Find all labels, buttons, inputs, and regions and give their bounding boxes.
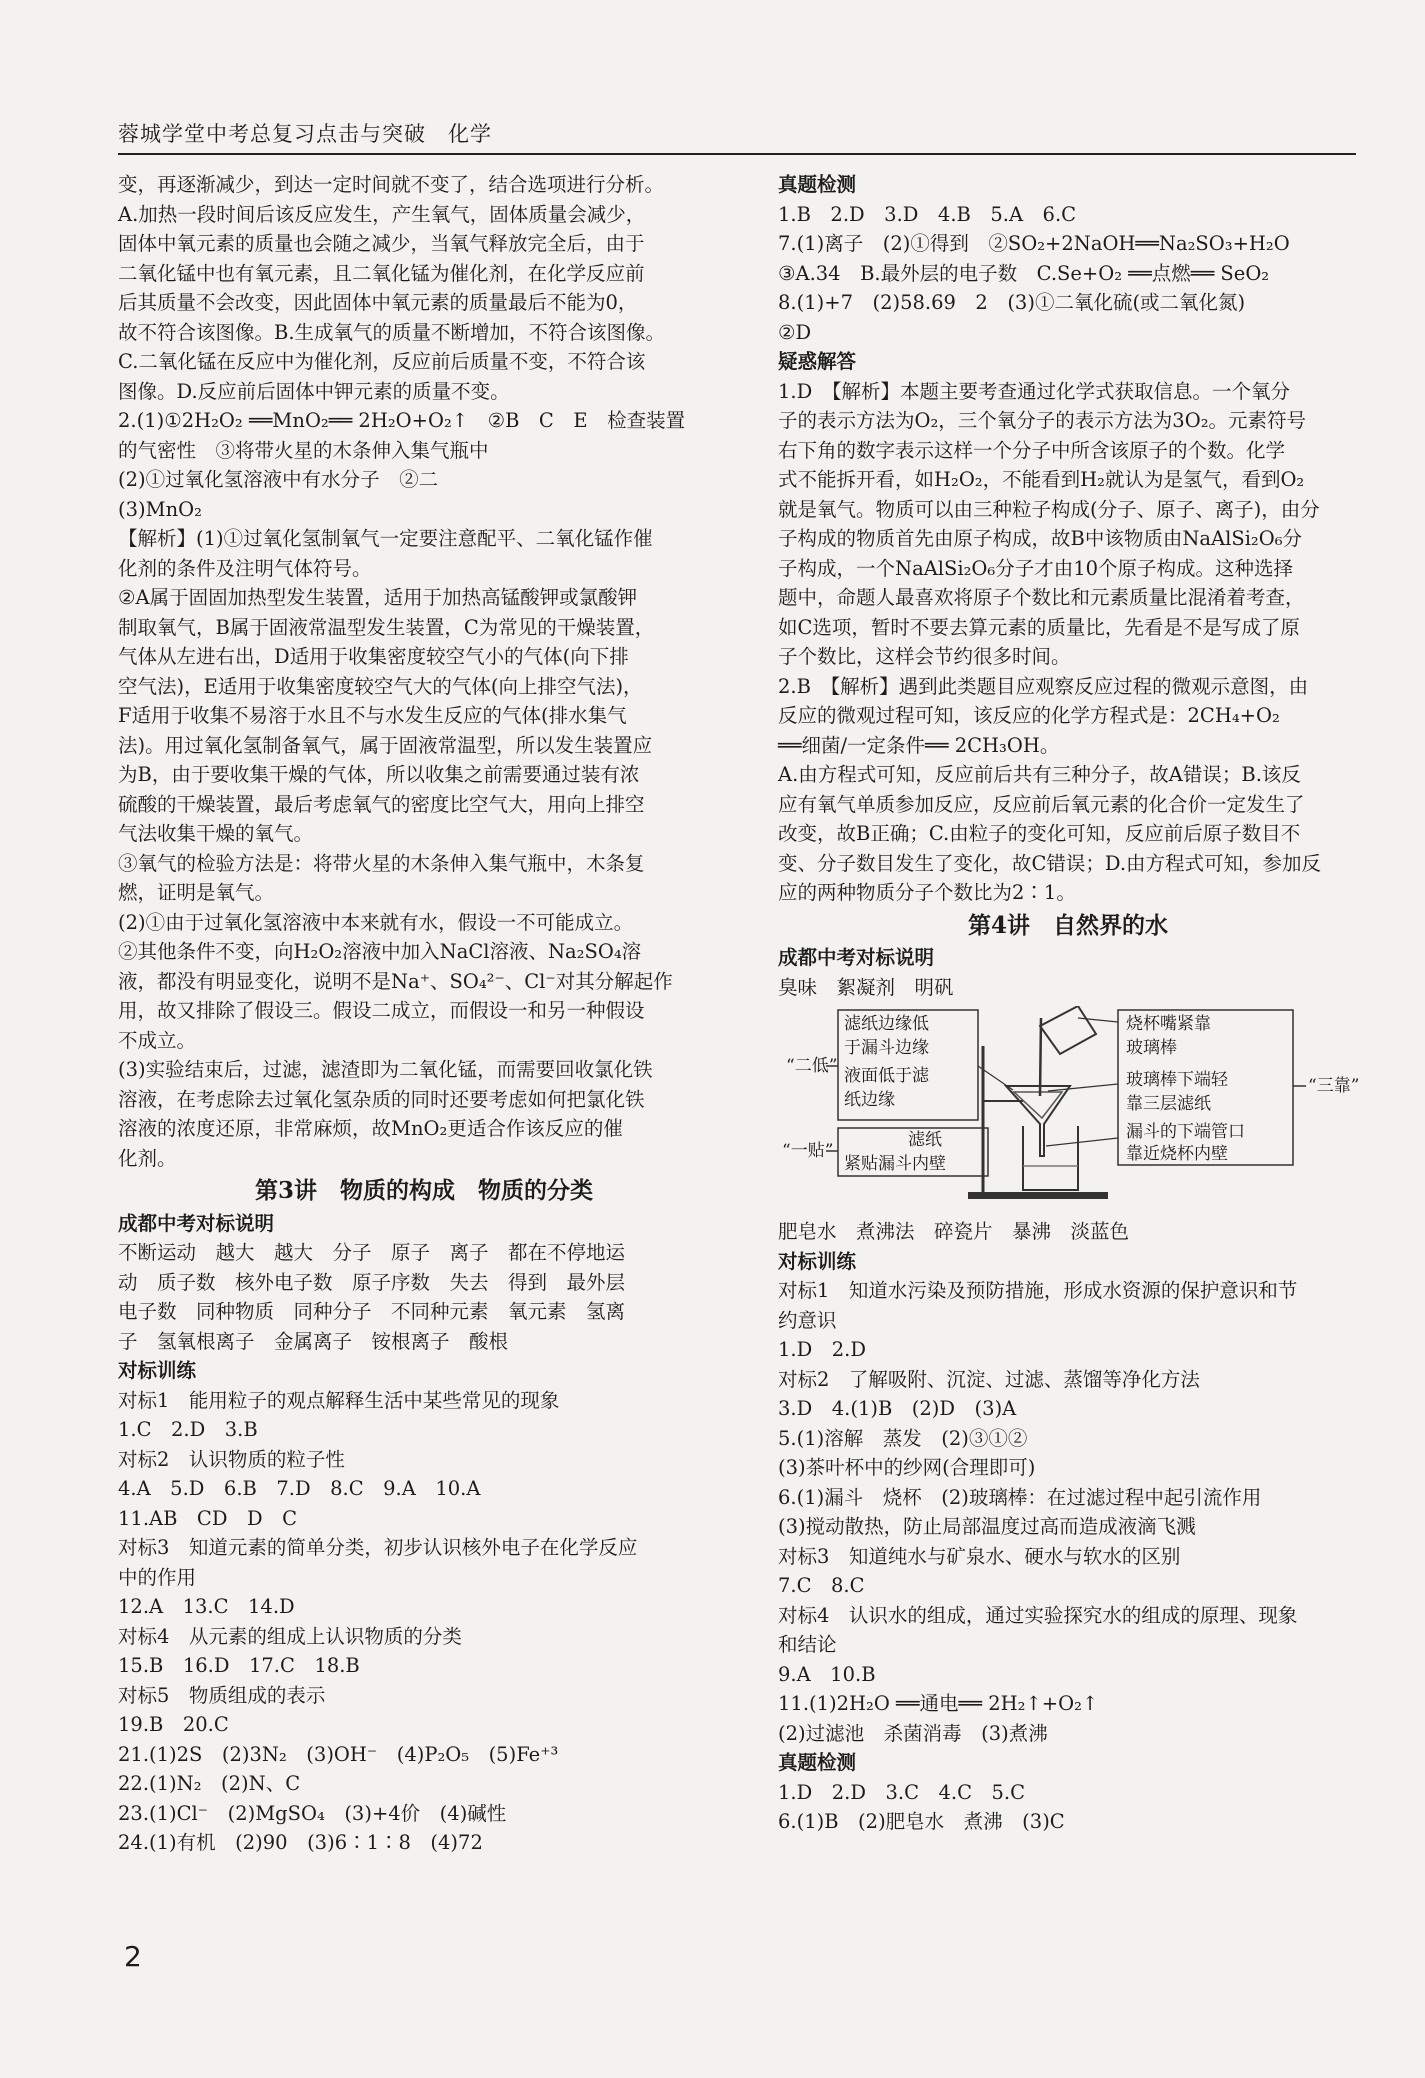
section-heading: 成都中考对标说明 (118, 1211, 275, 1235)
left-text-line: 21.(1)2S (2)3N₂ (3)OH⁻ (4)P₂O₅ (5)Fe⁺³ (118, 1742, 559, 1766)
left-text-line: 4.A 5.D 6.B 7.D 8.C 9.A 10.A (118, 1477, 481, 1500)
left-text-line: A.加热一段时间后该反应发生，产生氧气，固体质量会减少， (118, 202, 646, 226)
label-r5: 漏斗的下端管口 (1126, 1122, 1245, 1142)
left-text-line: 子 氢氧根离子 金属离子 铵根离子 酸根 (118, 1329, 509, 1353)
left-text-line: 电子数 同种物质 同种分子 不同种元素 氧元素 氢离 (118, 1300, 626, 1323)
left-text-line: 19.B 20.C (118, 1713, 229, 1736)
left-text-line: 溶液的浓度还原，非常麻烦，故MnO₂更适合作该反应的催 (118, 1117, 623, 1140)
left-text-line: 后其质量不会改变，因此固体中氧元素的质量最后不能为0， (118, 291, 638, 314)
right-column-bottom (778, 1217, 1358, 1837)
right-text-line: 约意识 (778, 1308, 837, 1332)
right-text-line: 6.(1)漏斗 烧杯 (2)玻璃棒：在过滤过程中起引流作用 (778, 1485, 1262, 1509)
section-heading: 真题检测 (778, 1751, 857, 1774)
left-text-line: 气体从左进右出，D适用于收集密度较空气小的气体(向下排 (118, 645, 629, 668)
left-text-line: 溶液，在考虑除去过氧化氢杂质的同时还要考虑如何把氯化铁 (118, 1087, 645, 1111)
left-text-line: 不成立。 (118, 1028, 197, 1052)
label-r6: 靠近烧杯内壁 (1126, 1144, 1228, 1164)
right-text-line: 变、分子数目发生了变化，故C错误；D.由方程式可知，参加反 (778, 851, 1322, 875)
filtration-diagram (778, 1006, 1358, 1211)
left-text-line: 固体中氧元素的质量也会随之减少，当氧气释放完全后，由于 (118, 232, 645, 255)
section-title: 第3讲 物质的构成 物质的分类 (254, 1177, 593, 1204)
right-text-line: ③A.34 B.最外层的电子数 C.Se+O₂ ══点燃══ SeO₂ (778, 261, 1270, 285)
section-heading: 对标训练 (118, 1359, 197, 1382)
section-heading: 疑惑解答 (778, 350, 857, 373)
left-text-line: 用，故又排除了假设三。假设二成立，而假设一和另一种假设 (118, 999, 645, 1022)
right-text-line: 9.A 10.B (778, 1662, 876, 1686)
label-l2: 于漏斗边缘 (844, 1038, 929, 1058)
section-heading: 对标训练 (778, 1249, 857, 1273)
right-column (778, 170, 1358, 1837)
right-text-line: 6.(1)B (2)肥皂水 煮沸 (3)C (778, 1810, 1065, 1833)
right-text-line: 式不能拆开看，如H₂O₂，不能看到H₂就认为是氢气，看到O₂ (778, 468, 1305, 491)
right-text-line: (3)茶叶杯中的纱网(合理即可) (778, 1456, 1036, 1479)
left-text-line: 气法收集干燥的氧气。 (118, 822, 314, 845)
left-text-line: 【解析】(1)①过氧化氢制氧气一定要注意配平、二氧化锰作催 (118, 527, 653, 550)
right-text-line: 3.D 4.(1)B (2)D (3)A (778, 1397, 1017, 1420)
left-text-line: ②A属于固固加热型发生装置，适用于加热高锰酸钾或氯酸钾 (118, 586, 638, 609)
label-r4: 靠三层滤纸 (1126, 1094, 1211, 1114)
left-text-line: 动 质子数 核外电子数 原子序数 失去 得到 最外层 (118, 1270, 626, 1294)
left-text-line: (2)①过氧化氢溶液中有水分子 ②二 (118, 468, 439, 491)
right-text-line: ══细菌/一定条件══ 2CH₃OH。 (778, 733, 1060, 757)
right-text-line: 臭味 絮凝剂 明矾 (778, 975, 954, 999)
label-r1: 烧杯嘴紧靠 (1126, 1014, 1211, 1034)
right-text-line: 子构成，一个NaAlSi₂O₆分子才由10个原子构成。这种选择 (778, 556, 1294, 580)
label-l4: 纸边缘 (844, 1090, 895, 1110)
right-column-top (778, 170, 1358, 1002)
right-text-line: 8.(1)+7 (2)58.69 2 (3)①二氧化硫(或二氧化氮) (778, 291, 1246, 314)
left-text-line: 为B，由于要收集干燥的气体，所以收集之前需要通过装有浓 (118, 763, 640, 786)
right-text-line: 应的两种物质分子个数比为2∶1。 (778, 881, 1076, 904)
right-text-line: ②D (778, 320, 812, 344)
page-number: 2 (124, 1940, 142, 1973)
right-text-line: (3)搅动散热，防止局部温度过高而造成液滴飞溅 (778, 1515, 1196, 1538)
left-text-line: 燃，证明是氧气。 (118, 881, 275, 904)
section-heading: 真题检测 (778, 173, 857, 196)
left-text-line: 1.C 2.D 3.B (118, 1418, 258, 1441)
label-r3: 玻璃棒下端轻 (1126, 1070, 1228, 1090)
right-text-line: 题中，命题人最喜欢将原子个数比和元素质量比混淆着考查， (778, 586, 1305, 609)
right-text-line: 改变，故B正确；C.由粒子的变化可知，反应前后原子数目不 (778, 822, 1301, 845)
left-text-line: 图像。D.反应前后固体中钾元素的质量不变。 (118, 379, 510, 403)
right-text-line: 2.B 【解析】遇到此类题目应观察反应过程的微观示意图，由 (778, 674, 1309, 698)
page-header: 蓉城学堂中考总复习点击与突破 化学 (118, 122, 492, 146)
right-text-line: 5.(1)溶解 蒸发 (2)③①② (778, 1426, 1028, 1450)
label-l5: 滤纸 (908, 1130, 942, 1150)
left-text-line: 23.(1)Cl⁻ (2)MgSO₄ (3)+4价 (4)碱性 (118, 1801, 507, 1825)
san-kao-label: “三靠” (1308, 1076, 1360, 1096)
right-text-line: 右下角的数字表示这样一个分子中所含该原子的个数。化学 (778, 438, 1286, 462)
right-text-line: 7.C 8.C (778, 1574, 865, 1597)
left-text-line: (2)①由于过氧化氢溶液中本来就有水，假设一不可能成立。 (118, 910, 634, 934)
left-text-line: (3)MnO₂ (118, 497, 202, 521)
right-text-line: 1.B 2.D 3.D 4.B 5.A 6.C (778, 202, 1077, 226)
left-text-line: 对标5 物质组成的表示 (118, 1683, 326, 1707)
label-l1: 滤纸边缘低 (844, 1014, 929, 1034)
left-text-line: 化剂。 (118, 1146, 177, 1170)
right-text-line: 肥皂水 煮沸法 碎瓷片 暴沸 淡蓝色 (778, 1220, 1130, 1243)
left-text-line: 二氧化锰中也有氧元素，且二氧化锰为催化剂，在化学反应前 (118, 261, 645, 285)
right-text-line: 对标3 知道纯水与矿泉水、硬水与软水的区别 (778, 1544, 1181, 1568)
left-text-line: 中的作用 (118, 1565, 197, 1589)
left-text-line: 11.AB CD D C (118, 1506, 298, 1530)
right-text-line: 1.D 2.D 3.C 4.C 5.C (778, 1780, 1026, 1804)
left-text-line: 2.(1)①2H₂O₂ ══MnO₂══ 2H₂O+O₂↑ ②B C E 检查装置 (118, 409, 686, 432)
left-text-line: 对标1 能用粒子的观点解释生活中某些常见的现象 (118, 1388, 560, 1412)
section-title: 第4讲 自然界的水 (967, 911, 1168, 939)
left-text-line: 变，再逐渐减少，到达一定时间就不变了，结合选项进行分析。 (118, 173, 665, 196)
label-l6: 紧贴漏斗内壁 (844, 1154, 946, 1174)
right-text-line: (2)过滤池 杀菌消毒 (3)煮沸 (778, 1721, 1048, 1745)
left-text-line: 硫酸的干燥装置，最后考虑氧气的密度比空气大，用向上排空 (118, 792, 645, 816)
left-text-line: 液，都没有明显变化，说明不是Na⁺、SO₄²⁻、Cl⁻对其分解起作 (118, 969, 673, 993)
left-text-line: F适用于收集不易溶于水且不与水发生反应的气体(排水集气 (118, 704, 627, 727)
right-text-line: 如C选项，暂时不要去算元素的质量比，先看是不是写成了原 (778, 615, 1300, 639)
header-rule (118, 153, 1356, 155)
left-text-line: 空气法)，E适用于收集密度较空气大的气体(向上排空气法)， (118, 674, 643, 698)
left-text-line: 15.B 16.D 17.C 18.B (118, 1654, 360, 1677)
right-text-line: 对标2 了解吸附、沉淀、过滤、蒸馏等净化方法 (778, 1367, 1200, 1391)
left-text-line: C.二氧化锰在反应中为催化剂，反应前后质量不变，不符合该 (118, 350, 646, 373)
right-text-line: 对标1 知道水污染及预防措施，形成水资源的保护意识和节 (778, 1279, 1298, 1302)
yi-tie-label: “一贴” (782, 1141, 834, 1161)
left-text-line: ③氧气的检验方法是：将带火星的木条伸入集气瓶中，木条复 (118, 851, 645, 875)
left-text-line: 24.(1)有机 (2)90 (3)6∶1∶8 (4)72 (118, 1831, 483, 1854)
right-text-line: 子构成的物质首先由原子构成，故B中该物质由NaAlSi₂O₆分 (778, 527, 1303, 550)
left-text-line: 化剂的条件及注明气体符号。 (118, 556, 372, 580)
right-text-line: 7.(1)离子 (2)①得到 ②SO₂+2NaOH══Na₂SO₃+H₂O (778, 232, 1290, 255)
label-r2: 玻璃棒 (1126, 1038, 1177, 1058)
left-text-line: 对标2 认识物质的粒子性 (118, 1447, 345, 1471)
right-text-line: 对标4 认识水的组成，通过实验探究水的组成的原理、现象 (778, 1603, 1298, 1627)
right-text-line: 应有氧气单质参加反应，反应前后氧元素的化合价一定发生了 (778, 792, 1305, 816)
right-text-line: A.由方程式可知，反应前后共有三种分子，故A错误；B.该反 (778, 763, 1301, 786)
right-text-line: 就是氧气。物质可以由三种粒子构成(分子、原子、离子)，由分 (778, 497, 1320, 521)
er-di-label: “二低” (786, 1056, 838, 1076)
right-text-line: 子的表示方法为O₂，三个氧分子的表示方法为3O₂。元素符号 (778, 409, 1307, 432)
left-text-line: 22.(1)N₂ (2)N、C (118, 1772, 301, 1795)
label-l3: 液面低于滤 (844, 1066, 929, 1086)
left-column (118, 170, 730, 1858)
left-text-line: 故不符合该图像。B.生成氧气的质量不断增加，不符合该图像。 (118, 320, 666, 344)
left-text-line: ②其他条件不变，向H₂O₂溶液中加入NaCl溶液、Na₂SO₄溶 (118, 940, 642, 963)
left-text-line: 12.A 13.C 14.D (118, 1595, 295, 1618)
right-text-line: 1.D 2.D (778, 1338, 866, 1361)
right-text-line: 11.(1)2H₂O ══通电══ 2H₂↑+O₂↑ (778, 1692, 1099, 1715)
left-text-line: 的气密性 ③将带火星的木条伸入集气瓶中 (118, 438, 489, 462)
section-heading: 成都中考对标说明 (778, 946, 935, 969)
left-text-line: 制取氧气，B属于固液常温型发生装置，C为常见的干燥装置， (118, 615, 655, 639)
right-text-line: 和结论 (778, 1633, 837, 1656)
right-text-line: 反应的微观过程可知，该反应的化学方程式是：2CH₄+O₂ (778, 704, 1280, 727)
left-text-line: 不断运动 越大 越大 分子 原子 离子 都在不停地运 (118, 1241, 626, 1264)
right-text-line: 1.D 【解析】本题主要考查通过化学式获取信息。一个氧分 (778, 379, 1290, 403)
left-text-line: 对标3 知道元素的简单分类，初步认识核外电子在化学反应 (118, 1536, 638, 1559)
left-text-line: 法)。用过氧化氢制备氧气，属于固液常温型，所以发生装置应 (118, 733, 653, 757)
left-text-line: 对标4 从元素的组成上认识物质的分类 (118, 1624, 462, 1648)
left-text-line: (3)实验结束后，过滤，滤渣即为二氧化锰，而需要回收氯化铁 (118, 1058, 653, 1081)
right-text-line: 子个数比，这样会节约很多时间。 (778, 645, 1071, 668)
